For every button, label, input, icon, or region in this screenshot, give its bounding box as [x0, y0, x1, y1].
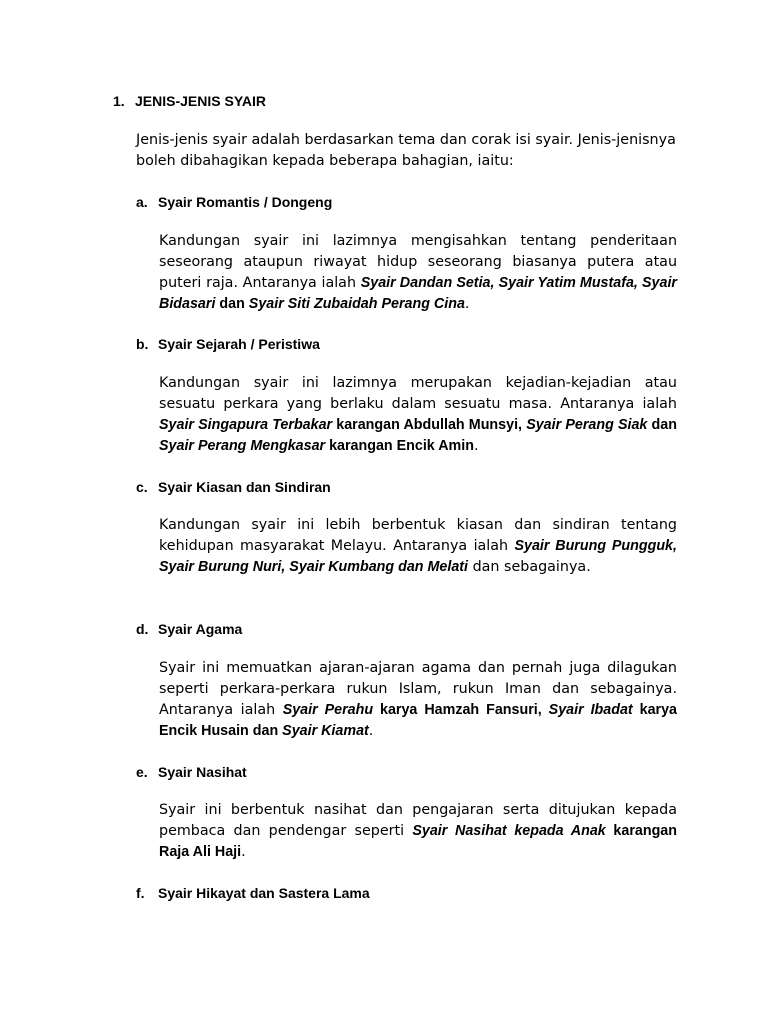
- body-text: .: [464, 296, 470, 312]
- subheading-letter: e.: [136, 764, 148, 780]
- body-text: .: [473, 438, 479, 454]
- subheading-letter: b.: [136, 336, 149, 352]
- work-title: Syair Dandan Setia, Syair Yatim Mustafa, Syair Bidasari: [159, 275, 677, 312]
- work-title: Syair Burung Pungguk, Syair Burung Nuri, Syair Kumbang dan Melati: [159, 538, 677, 575]
- paragraph-d: [159, 658, 677, 742]
- subheading-letter: d.: [136, 621, 149, 637]
- subheading-b: [136, 336, 320, 352]
- subheading-title: Syair Romantis / Dongeng: [158, 194, 333, 210]
- work-title: Syair Ibadat: [548, 702, 633, 718]
- bold-text: karya Hamzah Fansuri,: [373, 702, 549, 718]
- bold-text: karangan Raja Ali Haji: [159, 823, 677, 860]
- body-text: Kandungan syair ini lazimnya mengisahkan tentang penderitaan seseorang ataupun riwayat hidup seseorang biasanya putera atau puteri raja. Antaranya ialah: [159, 233, 677, 291]
- section-title: JENIS-JENIS SYAIR: [135, 93, 266, 109]
- subheading-title: Syair Agama: [158, 621, 243, 637]
- body-text: Syair ini memuatkan ajaran-ajaran agama dan pernah juga dilagukan seperti perkara-perkara rukun Islam, rukun Iman dan sebagainya. Antaranya ialah: [159, 660, 677, 718]
- work-title: Syair Siti Zubaidah Perang Cina: [248, 296, 465, 312]
- body-text: Kandungan syair ini lazimnya merupakan kejadian-kejadian atau sesuatu perkara yang berlaku dalam sesuatu masa. Antaranya ialah: [159, 375, 677, 412]
- subheading-title: Syair Sejarah / Peristiwa: [158, 336, 320, 352]
- work-title: Syair Singapura Terbakar: [159, 417, 333, 433]
- work-title: Syair Perang Siak: [526, 417, 648, 433]
- body-text: dan sebagainya.: [468, 559, 591, 575]
- subheading-e: [136, 764, 247, 780]
- work-title: Syair Perang Mengkasar: [159, 438, 326, 454]
- subheading-title: Syair Kiasan dan Sindiran: [158, 479, 331, 495]
- bold-text: karangan Abdullah Munsyi,: [332, 417, 527, 433]
- subheading-letter: f.: [136, 885, 145, 901]
- work-title: Syair Kiamat: [282, 723, 369, 739]
- work-title: Syair Perahu: [282, 702, 374, 718]
- subheading-c: [136, 479, 331, 495]
- subheading-d: [136, 621, 242, 637]
- subheading-f: [136, 885, 370, 901]
- body-text: Syair ini berbentuk nasihat dan pengajaran serta ditujukan kepada pembaca dan pendengar seperti: [159, 802, 677, 839]
- paragraph-b: [159, 373, 677, 457]
- paragraph-e: [159, 800, 677, 863]
- bold-text: karangan Encik Amin: [325, 438, 474, 454]
- paragraph-a: [159, 231, 677, 315]
- bold-text: dan: [647, 417, 677, 433]
- subheading-a: [136, 194, 332, 210]
- subheading-letter: a.: [136, 194, 148, 210]
- bold-text: karya Encik Husain dan: [159, 702, 677, 739]
- subheading-letter: c.: [136, 479, 148, 495]
- section-heading: [113, 93, 266, 109]
- body-text: Kandungan syair ini lebih berbentuk kiasan dan sindiran tentang kehidupan masyarakat Melayu. Antaranya ialah: [159, 517, 677, 554]
- bold-text: dan: [215, 296, 249, 312]
- paragraph-c: [159, 515, 677, 578]
- body-text: .: [368, 723, 374, 739]
- section-number: 1.: [113, 93, 125, 109]
- work-title: Syair Nasihat kepada Anak: [412, 823, 606, 839]
- subheading-title: Syair Nasihat: [158, 764, 247, 780]
- subheading-title: Syair Hikayat dan Sastera Lama: [158, 885, 370, 901]
- body-text: .: [241, 844, 246, 860]
- section-intro: Jenis-jenis syair adalah berdasarkan tema dan corak isi syair. Jenis-jenisnya boleh dibahagikan kepada beberapa bahagian, iaitu:: [136, 132, 676, 169]
